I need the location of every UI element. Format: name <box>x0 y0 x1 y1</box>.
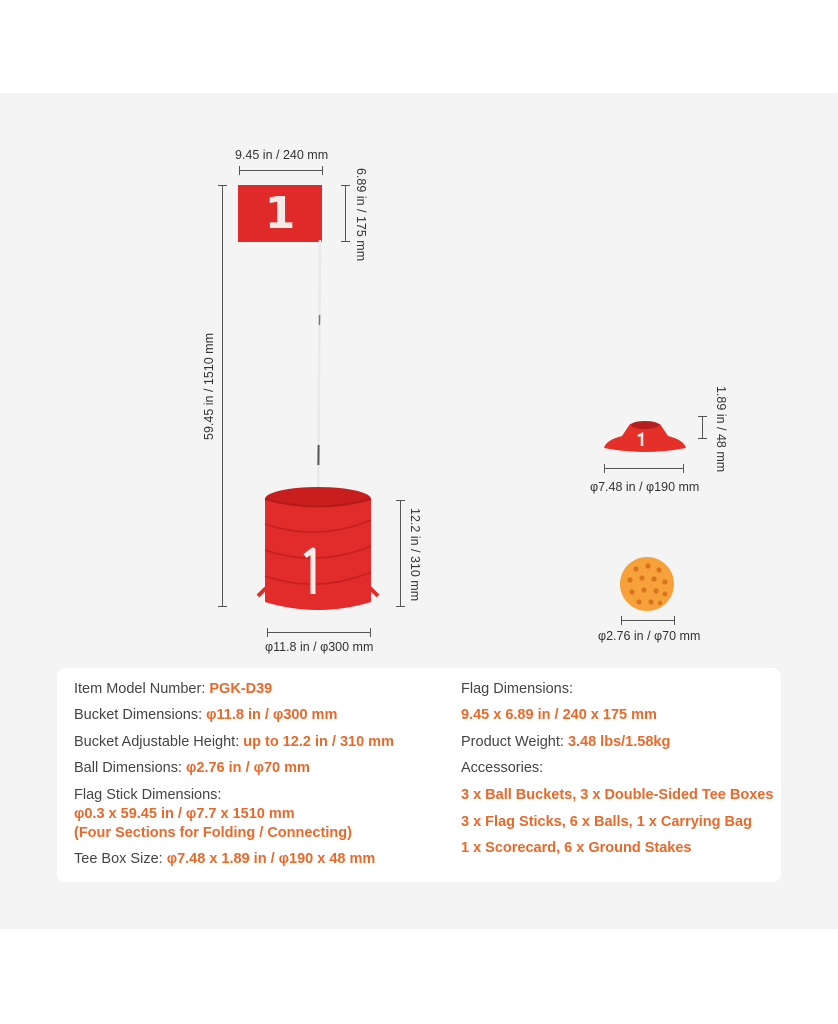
bucket-height-line <box>400 500 401 606</box>
bucket-dim-row <box>74 707 337 723</box>
stick-height-tick-bottom <box>218 606 227 607</box>
flag <box>238 185 322 242</box>
tee-height-tick-bottom <box>698 438 707 439</box>
weight-value: 3.48 lbs/1.58kg <box>567 734 671 750</box>
weight-label: Product Weight: <box>461 734 564 750</box>
tee-height-label: 1.89 in / 48 mm <box>714 386 728 473</box>
tee-size-value: φ7.48 x 1.89 in / φ190 x 48 mm <box>166 851 376 867</box>
bucket-height-tick-bottom <box>396 606 405 607</box>
flag-number: 1 <box>264 188 296 239</box>
bucket-height-tick-top <box>396 500 405 501</box>
model-label: Item Model Number: <box>74 681 206 697</box>
ball-diameter-tick-left <box>621 616 622 625</box>
ball-diameter-tick-right <box>674 616 675 625</box>
bucket-diameter-tick-right <box>370 628 371 637</box>
accessories-label: Accessories: <box>461 760 544 776</box>
bucket-height-spec-value: up to 12.2 in / 310 mm <box>243 734 394 750</box>
flag-width-tick-left <box>239 166 240 175</box>
stick-dim-label: Flag Stick Dimensions: <box>74 787 222 803</box>
stick-height-tick-top <box>218 185 227 186</box>
stick-dim-value: φ0.3 x 59.45 in / φ7.7 x 1510 mm <box>74 806 295 822</box>
accessories-line-3: 1 x Scorecard, 6 x Ground Stakes <box>461 840 692 856</box>
flag-dim-label: Flag Dimensions: <box>461 681 574 697</box>
weight-row <box>461 734 670 750</box>
flag-width-label: 9.45 in / 240 mm <box>235 148 329 162</box>
bottom-blank-area <box>0 929 838 1024</box>
ball <box>618 557 678 613</box>
accessories-line-1: 3 x Ball Buckets, 3 x Double-Sided Tee Boxes <box>461 787 774 803</box>
bucket-height-spec-label: Bucket Adjustable Height: <box>74 734 240 750</box>
flag-dim-value: 9.45 x 6.89 in / 240 x 175 mm <box>461 707 657 723</box>
flag-stick <box>312 240 326 520</box>
tee-box <box>600 416 690 456</box>
ball-diameter-label: φ2.76 in / φ70 mm <box>598 629 701 643</box>
tee-height-line <box>702 416 703 438</box>
bucket-height-label: 12.2 in / 310 mm <box>408 508 422 602</box>
tee-diameter-tick-left <box>604 464 605 473</box>
flag-height-tick-top <box>341 185 350 186</box>
stick-height-label: 59.45 in / 1510 mm <box>202 332 216 440</box>
model-row <box>74 681 272 697</box>
bucket-diameter-tick-left <box>267 628 268 637</box>
stick-height-line <box>222 185 223 607</box>
accessories-line-2: 3 x Flag Sticks, 6 x Balls, 1 x Carrying Bag <box>461 814 752 830</box>
tee-height-tick-top <box>698 416 707 417</box>
flag-height-line <box>345 185 346 242</box>
ball-dim-label: Ball Dimensions: <box>74 760 182 776</box>
spec-card <box>57 668 781 882</box>
bucket <box>250 484 385 624</box>
tee-size-label: Tee Box Size: <box>74 851 163 867</box>
flag-width-tick-right <box>322 166 323 175</box>
bucket-diameter-label: φ11.8 in / φ300 mm <box>265 640 374 654</box>
bucket-dim-value: φ11.8 in / φ300 mm <box>206 707 338 723</box>
tee-diameter-label: φ7.48 in / φ190 mm <box>590 480 700 494</box>
model-value: PGK-D39 <box>209 681 273 697</box>
ball-diameter-line <box>621 620 675 621</box>
bucket-dim-label: Bucket Dimensions: <box>74 707 203 723</box>
tee-diameter-tick-right <box>683 464 684 473</box>
flag-height-tick-bottom <box>341 241 350 242</box>
stick-dim-note: (Four Sections for Folding / Connecting) <box>74 825 352 841</box>
bucket-height-row <box>74 734 394 750</box>
bucket-diameter-line <box>267 632 371 633</box>
ball-dim-row <box>74 760 310 776</box>
flag-height-label: 6.89 in / 175 mm <box>354 168 368 262</box>
ball-dim-value: φ2.76 in / φ70 mm <box>186 760 310 776</box>
flag-width-line <box>239 170 323 171</box>
tee-diameter-line <box>604 468 684 469</box>
tee-size-row <box>74 851 375 867</box>
